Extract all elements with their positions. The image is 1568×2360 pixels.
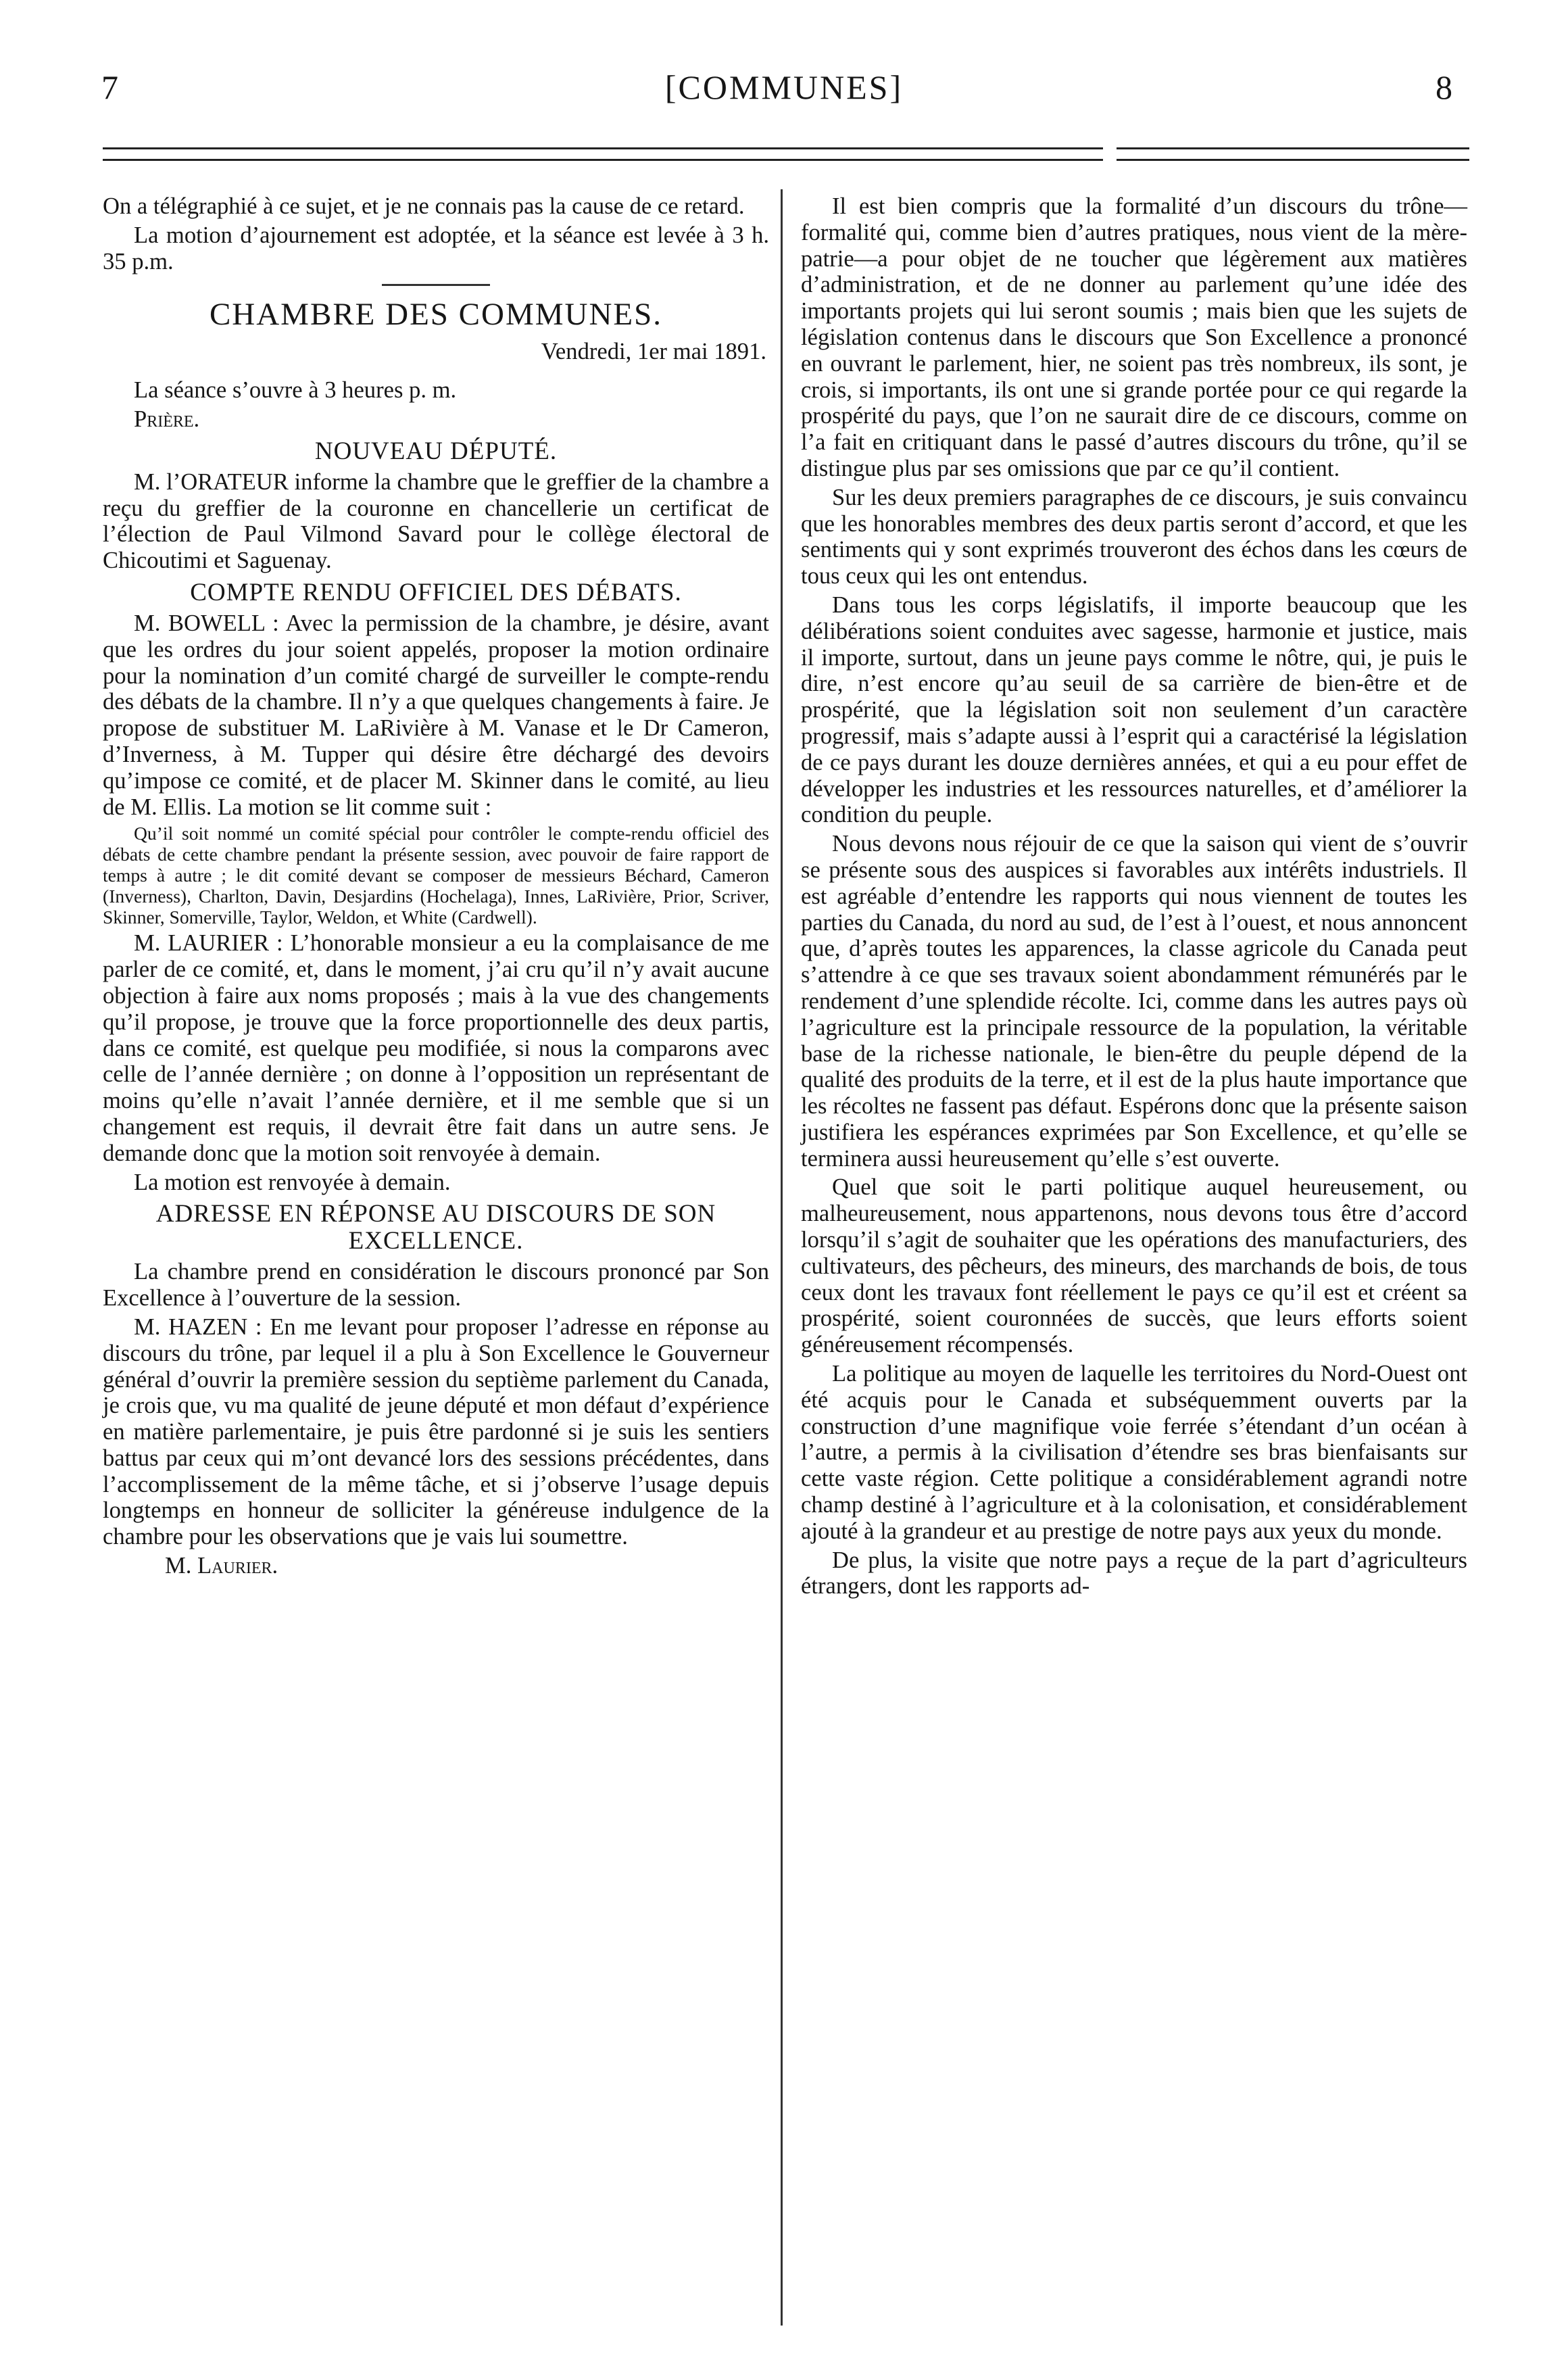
subheading: NOUVEAU DÉPUTÉ. [314,437,558,465]
paragraph: M. BOWELL : Avec la permission de la chambre, je désire, avant que les ordres du jour soient appelés, proposer la motion ordinaire pour la nomination d’un comité chargé de surveiller le compte-rendu des débats de la chambre. Il n’y a que quelques changements à faire. Je propose de substituer M. LaRivière à M. Vanase et le Dr Cameron, d’Inverness, à M. Tupper qui désire être déchargé des devoirs qu’impose ce comité, et de placer M. Skinner dans le comité, au lieu de M. Ellis. La motion se lit comme suit : [103,610,769,820]
paragraph: On a télégraphié à ce sujet, et je ne connais pas la cause de ce retard. [103,193,745,219]
paragraph: M. LAURIER : L’honorable monsieur a eu la complaisance de me parler de ce comité, et, dans le moment, j’ai cru qu’il n’y avait aucune objection à faire aux noms proposés ; mais à la vue des changements qu’il propose, je trouve que la force proportionnelle des deux partis, dans ce comité, est quelque peu modifiée, si nous la comparons avec celle de l’année dernière ; on donne à l’opposition un représentant de moins qu’elle n’avait l’année dernière, et il me semble que si un changement est requis, il devrait être fait dans un autre sens. Je demande donc que la motion soit renvoyée à demain. [103,930,769,1166]
subheading: ADRESSE EN RÉPONSE AU DISCOURS DE SON EXCELLENCE. [155,1200,716,1255]
running-header [0,68,1568,115]
paragraph: Quel que soit le parti politique auquel heureusement, ou malheureusement, nous appartenons, nous devons tous être d’accord lorsqu’il s’agit de souhaiter que les opérations des manufacturiers, des cultivateurs, des pêcheurs, des mineurs, des marchands de bois, de tous ceux dont les travaux font réellement le pays ce qu’il est et créent sa prospérité, soient couronnées de succès, que leurs efforts soient généreusement récompensés. [801,1174,1467,1358]
section-divider [382,284,490,286]
left-page-number: 7 [101,68,118,106]
paragraph: Il est bien compris que la formalité d’un discours du trône—formalité qui, comme bien d’autres pratiques, nous vient de la mère-patrie—a pour objet de ne toucher que légèrement aux matières d’administration, et de ne donner au parlement qu’une idée des importants projets qui lui seront soumis ; mais bien que les sujets de législation contenus dans le discours que Son Excellence a prononcé en ouvrant le parlement, hier, ne soient pas très nombreux, ils sont, je crois, si importants, ils ont une si grande portée pour ce qui regarde la prospérité du pays, que l’on ne saurait dire de ce discours, comme on l’a fait en critiquant dans le passé d’autres discours du trône, qu’il se distingue plus par ses omissions que par ce qu’il contient. [801,193,1467,481]
paragraph: La motion est renvoyée à demain. [134,1169,451,1195]
column-divider [781,189,783,2326]
paragraph: M. HAZEN : En me levant pour proposer l’adresse en réponse au discours du trône, par lequel il a plu à Son Excellence le Gouverneur général d’ouvrir la première session du septième parlement du Canada, je crois que, vu ma qualité de jeune député et mon défaut d’expérience en matière parlementaire, je puis être pardonné si je suis les sentiers battus par ceux qui m’ont devancé lors des sessions précédentes, dans l’accomplissement de la même tâche, et si j’observe l’usage depuis longtemps en honneur de solliciter la généreuse indulgence de la chambre pour les observations que je vais lui soumettre. [103,1314,769,1550]
sitting-date: Vendredi, 1er mai 1891. [541,339,766,365]
paragraph: La chambre prend en considération le discours prononcé par Son Excellence à l’ouverture de la session. [103,1259,769,1311]
motion-text: Qu’il soit nommé un comité spécial pour contrôler le compte-rendu officiel des débats de cette chambre pendant la présente session, avec pouvoir de faire rapport de temps à autre ; le dit comité devant se composer de messieurs Béchard, Cameron (Inverness), Charlton, Davin, Desjardins (Hochelaga), Innes, LaRivière, Prior, Scriver, Skinner, Somerville, Taylor, Weldon, et White (Cardwell). [103,823,769,928]
paragraph: Sur les deux premiers paragraphes de ce discours, je suis convaincu que les honorables membres des deux partis seront d’accord, et que les sentiments qui y sont exprimés trouveront des échos dans les cœurs de tous ceux qui les ont entendus. [801,484,1467,589]
paragraph: De plus, la visite que notre pays a reçue de la part d’agriculteurs étrangers, dont les rapports ad- [801,1547,1467,1599]
paragraph: La politique au moyen de laquelle les territoires du Nord-Ouest ont été acquis pour le Canada et subséquemment ouverts par la construction d’une magnifique voie ferrée s’étendant d’un océan à l’autre, a permis à la civilisation d’étendre ses bras bienfaisants sur cette vaste région. Cette politique a considérablement agrandi notre champ destiné à l’agriculture et à la colonisation, et considérablement ajouté à la grandeur et au prestige de notre pays aux yeux du monde. [801,1361,1467,1544]
right-column [801,193,1467,1602]
paragraph: Nous devons nous réjouir de ce que la saison qui vient de s’ouvrir se présente sous des auspices si favorables aux intérêts industriels. Il est agréable d’entendre les rapports qui nous viennent de toutes les parties du Canada, du nord au sud, de l’est à l’ouest, et nous annoncent que, d’après toutes les apparences, la classe agricole du Canada peut s’attendre à ce que ses travaux soient abondamment rémunérés par le rendement d’une splendide récolte. Ici, comme dans les autres pays où l’agriculture est la principale ressource de la population, la véritable base de la richesse nationale, le bien-être du peuple dépend de la qualité des produits de la terre, et il est de la plus haute importance que les récoltes ne fassent pas défaut. Espérons donc que la présente saison justifiera les espérances exprimées par Son Excellence, et qu’elle se terminera aussi heureusement qu’elle s’est ouverte. [801,831,1467,1172]
paragraph: M. l’ORATEUR informe la chambre que le greffier de la chambre a reçu du greffier de la couronne en chancellerie un certificat de l’élection de Paul Vilmond Savard pour le collège électoral de Chicoutimi et Saguenay. [103,468,769,574]
left-column [103,193,769,1582]
section-heading: CHAMBRE DES COMMUNES. [209,297,663,333]
speaker-signature: M. Laurier. [165,1553,278,1579]
paragraph: La séance s’ouvre à 3 heures p. m. [134,377,457,404]
header-rule-right [1117,147,1469,161]
prayer-label: Prière. [134,406,200,432]
paragraph: Dans tous les corps législatifs, il importe beaucoup que les délibérations soient conduites avec sagesse, harmonie et justice, mais il importe, surtout, dans un jeune pays comme le nôtre, qui, je puis le dire, n’est encore qu’au seuil de sa carrière de bien-être et de prospérité, que la législation soit non seulement d’un caractère progressif, mais s’adapte aussi à l’esprit qui a caractérisé la législation de ce pays durant les douze dernières années, et qui a eu pour effet de développer les industries et les ressources naturelles, et d’améliorer la condition du peuple. [801,592,1467,828]
header-rule-left [103,147,1103,161]
paragraph: La motion d’ajournement est adoptée, et la séance est levée à 3 h. 35 p.m. [103,222,769,274]
subheading: COMPTE RENDU OFFICIEL DES DÉBATS. [190,578,682,606]
right-page-number: 8 [1436,68,1452,106]
running-title: [COMMUNES] [664,68,904,106]
